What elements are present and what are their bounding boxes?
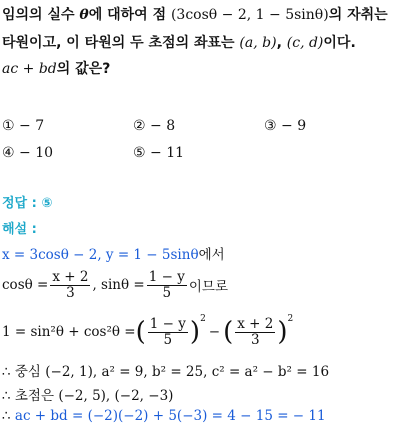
choice-1[interactable] [2, 118, 44, 134]
fraction-denominator: 3 [251, 331, 260, 348]
right-paren: ) [277, 317, 288, 347]
problem-text: 의 값은? [56, 61, 111, 77]
choice-number: ③ [264, 118, 277, 134]
problem-text: 에 대하여 점 [88, 7, 171, 23]
left-paren: ( [223, 317, 234, 347]
solution-text: 이므로 [188, 279, 228, 295]
sin-lhs: , sinθ = [92, 277, 145, 293]
fraction-denominator: 3 [66, 284, 75, 301]
foci-values: (−2, 5), (−2, −3) [58, 388, 174, 404]
choice-value: − 8 [150, 118, 176, 134]
point-expression: (3cosθ − 2, 1 − 5sinθ) [170, 7, 329, 23]
identity-lhs: 1 = sin²θ + cos²θ = [2, 324, 136, 340]
fraction-cos [50, 270, 90, 301]
therefore-symbol: ∴ [2, 388, 15, 404]
minus-sign: − [208, 324, 221, 340]
solution-line-6 [2, 408, 326, 424]
problem-text: 타원이고, 이 타원의 두 초점의 좌표는 [2, 35, 240, 51]
comma: , [276, 35, 287, 51]
problem-text: 임의의 실수 [2, 7, 80, 23]
solution-line-2 [2, 265, 228, 305]
fraction-numerator: x + 2 [52, 268, 89, 285]
left-paren: ( [135, 317, 146, 347]
cos-lhs: cosθ = [2, 277, 49, 293]
exponent: 2 [200, 314, 206, 324]
problem-line-1 [2, 4, 388, 24]
choice-3[interactable] [264, 118, 306, 134]
choice-2[interactable] [133, 118, 175, 134]
final-computation: ac + bd = (−2)(−2) + 5(−3) = 4 − 15 = − 11 [14, 408, 326, 424]
focus-2: (c, d) [286, 35, 324, 51]
choice-value: − 9 [281, 118, 307, 134]
choice-number: ② [133, 118, 146, 134]
choice-5[interactable] [133, 145, 184, 161]
choice-value: − 11 [150, 145, 185, 161]
focus-1: (a, b) [239, 35, 277, 51]
problem-line-2 [2, 32, 356, 52]
choice-value: − 10 [19, 145, 54, 161]
fraction-numerator: 1 − y [148, 268, 185, 285]
solution-text: 중심 [14, 364, 46, 380]
choice-number: ④ [2, 145, 15, 161]
fraction-denominator: 5 [162, 284, 172, 301]
fraction-sin [147, 270, 187, 301]
fraction-denominator: 5 [163, 331, 173, 348]
choice-value: − 7 [19, 118, 45, 134]
solution-line-5 [2, 384, 173, 404]
fraction-numerator: x + 2 [237, 315, 274, 332]
therefore-symbol: ∴ [2, 364, 15, 380]
answer-value: ⑤ [41, 196, 53, 211]
choice-number: ① [2, 118, 15, 134]
fraction-y [148, 317, 188, 348]
problem-text: 의 자취는 [328, 7, 388, 23]
choice-number: ⑤ [133, 145, 146, 161]
therefore-symbol: ∴ [2, 408, 15, 424]
problem-line-3 [2, 58, 110, 78]
solution-line-1 [2, 243, 225, 263]
target-expression: ac + bd [2, 61, 57, 77]
answer-line [2, 192, 52, 211]
solution-line-3 [2, 310, 293, 354]
solution-line-4 [2, 360, 329, 380]
choice-4[interactable] [2, 145, 53, 161]
fraction-x [235, 317, 275, 348]
theta-symbol: θ [79, 7, 89, 23]
solution-text: 초점은 [14, 388, 59, 404]
center-values: (−2, 1), a² = 9, b² = 25, c² = a² − b² = 16 [45, 364, 330, 380]
answer-label: 정답 : [2, 196, 42, 211]
fraction-numerator: 1 − y [149, 315, 186, 332]
problem-text: 이다. [323, 35, 356, 51]
param-equations: x = 3cosθ − 2, y = 1 − 5sinθ [2, 247, 199, 263]
right-paren: ) [189, 317, 201, 347]
exponent: 2 [287, 314, 294, 324]
solution-label: 해설 : [2, 222, 37, 237]
solution-text: 에서 [198, 247, 225, 263]
